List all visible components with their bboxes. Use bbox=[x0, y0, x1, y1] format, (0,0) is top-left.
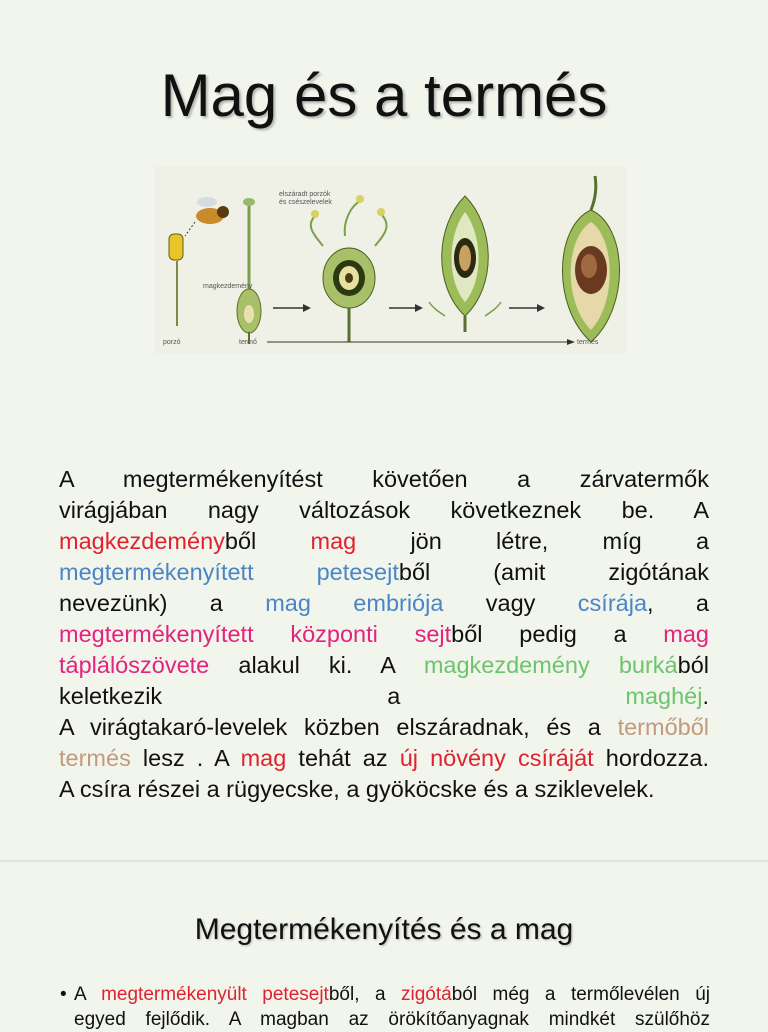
text-fragment: ből pedig a bbox=[451, 621, 664, 647]
text-fragment: ből bbox=[224, 528, 311, 554]
text-fragment: . bbox=[702, 683, 709, 709]
text-fragment: tehát az bbox=[286, 745, 400, 771]
arrow-1 bbox=[273, 304, 311, 312]
term-zigota: zigótá bbox=[400, 984, 452, 1005]
para-line-7 bbox=[59, 650, 709, 681]
term-termobol: termőből bbox=[617, 714, 709, 740]
label-magkezdemeny: magkezdemény bbox=[203, 283, 253, 290]
young-fruit-drawing bbox=[429, 196, 501, 332]
bullet-dot: • bbox=[60, 984, 67, 1005]
slide-title: Mag és a termés bbox=[160, 62, 608, 129]
para-line-1: A megtermékenyítést követően a zárvatermők bbox=[59, 466, 709, 492]
para-line-3 bbox=[59, 526, 709, 557]
para-line-6 bbox=[59, 619, 709, 650]
text-fragment: ből (amit zigótának bbox=[398, 559, 709, 585]
bullet-item bbox=[60, 982, 710, 1032]
label-porzo: porzó bbox=[163, 339, 181, 346]
arrow-3 bbox=[509, 304, 545, 312]
slide-2-title: Megtermékenyítés és a mag bbox=[194, 913, 574, 946]
text-fragment: hordozza. bbox=[593, 745, 709, 771]
text-fragment: vagy bbox=[443, 590, 578, 616]
text-fragment: A bbox=[74, 984, 102, 1005]
label-termes: termés bbox=[577, 339, 599, 346]
term-kozponti-sejt: megtermékenyített központi sejt bbox=[59, 621, 452, 647]
text-fragment: ból bbox=[677, 652, 710, 678]
term-taplaloszovete: táplálószövete bbox=[59, 652, 210, 678]
text-fragment: alakul ki. A bbox=[209, 652, 424, 678]
bullet-line-2: egyed fejlődik. A magban az örökítőanyagnak mindkét szülőhöz bbox=[74, 1009, 710, 1030]
text-fragment: keletkezik a bbox=[59, 683, 626, 709]
para-line-8 bbox=[59, 681, 709, 712]
pistil-drawing bbox=[237, 198, 261, 344]
term-csiraja: csírája bbox=[577, 590, 648, 616]
term-mag: mag bbox=[310, 528, 357, 554]
text-fragment: , a bbox=[647, 590, 709, 616]
term-termes: termés bbox=[59, 745, 131, 771]
text-fragment: ból még a termőlevélen új bbox=[451, 984, 710, 1005]
term-uj-noveny-csiraja: új növény csíráját bbox=[399, 745, 594, 771]
para-line-10 bbox=[59, 743, 709, 774]
term-maghej: maghéj bbox=[625, 683, 703, 709]
description-paragraph bbox=[59, 464, 709, 805]
label-termo: termő bbox=[239, 339, 257, 346]
para-line-4 bbox=[59, 557, 709, 588]
text-fragment: ből, a bbox=[328, 984, 401, 1005]
timeline-arrow bbox=[267, 339, 575, 345]
term-magkezdemeny-burka: magkezdemény burká bbox=[423, 652, 678, 678]
label-elszaradt: elszáradt porzók bbox=[279, 191, 331, 198]
text-fragment: nevezünk) a bbox=[59, 590, 266, 616]
fruit-drawing bbox=[562, 176, 619, 342]
term-mag-embrioja: mag embriója bbox=[265, 590, 444, 616]
para-line-2: virágjában nagy változások következnek be. A bbox=[59, 497, 709, 523]
text-fragment: A virágtakaró-levelek közben elszáradnak, és a bbox=[59, 714, 618, 740]
term-mag-2: mag bbox=[663, 621, 709, 647]
bee-drawing bbox=[185, 197, 229, 236]
fertilized-flower-drawing bbox=[311, 195, 387, 342]
para-line-5 bbox=[59, 588, 709, 619]
term-magkezdemeny: magkezdemény bbox=[59, 528, 225, 554]
label-csesze: és csészelevelek bbox=[279, 199, 332, 206]
text-fragment: jön létre, míg a bbox=[356, 528, 710, 554]
fruit-development-illustration bbox=[155, 166, 627, 354]
para-line-11: A csíra részei a rügyecske, a gyököcske és a sziklevelek. bbox=[59, 776, 655, 802]
para-line-9 bbox=[59, 712, 709, 743]
arrow-2 bbox=[389, 304, 423, 312]
term-megtermekenyult-petesejt: megtermékenyült petesejt bbox=[101, 984, 329, 1005]
term-petesejt: megtermékenyített petesejt bbox=[59, 559, 399, 585]
stamen-drawing bbox=[169, 234, 183, 326]
term-mag-3: mag bbox=[240, 745, 287, 771]
bullet-line-1 bbox=[60, 982, 710, 1007]
text-fragment: lesz . A bbox=[130, 745, 241, 771]
fruit-development-figure bbox=[155, 166, 627, 354]
